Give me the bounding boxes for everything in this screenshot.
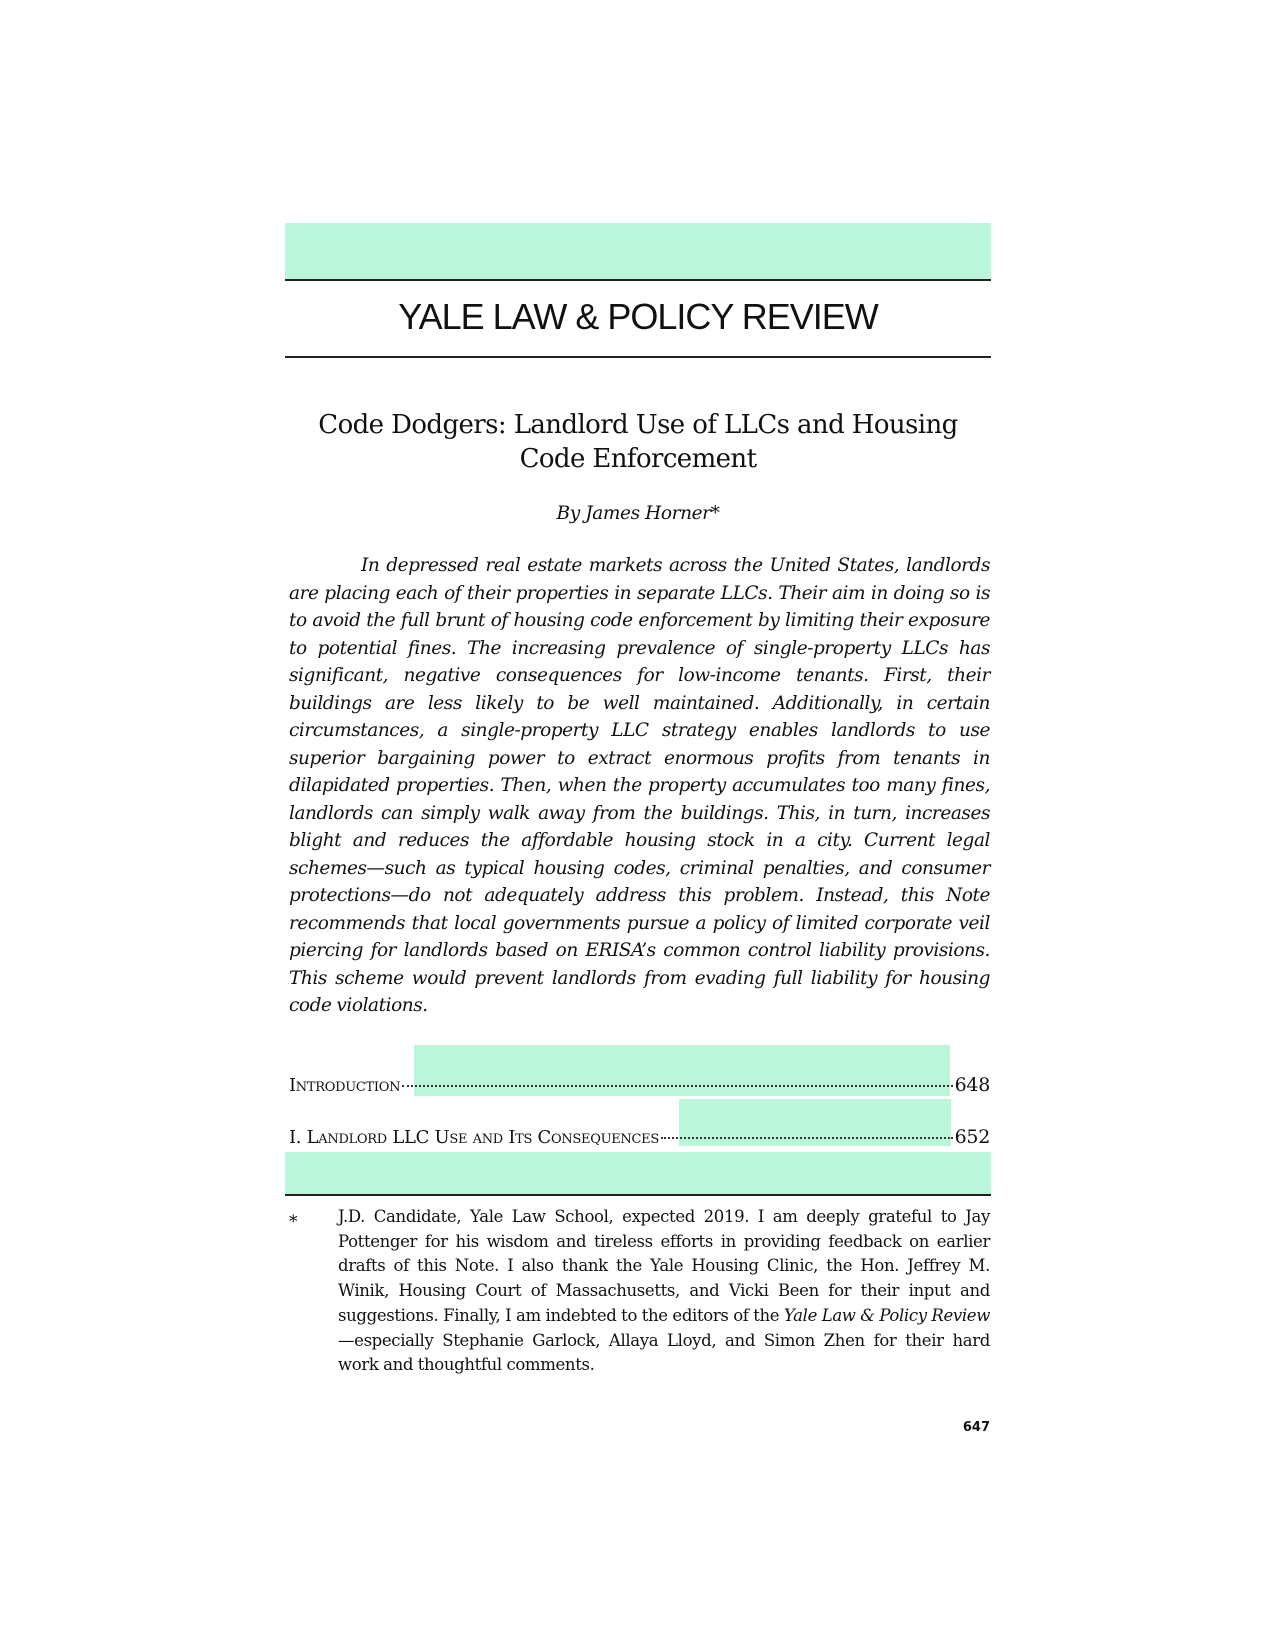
toc-entry-label: Introduction bbox=[289, 1075, 401, 1096]
toc-leader-dots bbox=[402, 1085, 952, 1087]
article-abstract: In depressed real estate markets across the United States, landlords are placing each of their properties in separate LLCs. Their aim in doing so is to avoid the full brunt of housing code enforcement by limiting their exposure to potential fines. The increasing prevalence of single-property LLCs has significant, negative consequences for low-income tenants. First, their buildings are less likely to be well maintained. Additionally, in certain circumstances, a single-property LLC strategy enables landlords to use superior bargaining power to extract enormous profits from tenants in dilapidated properties. Then, when the property accumulates too many fines, landlords can simply walk away from the buildings. This, in turn, increases blight and reduces the affordable housing stock in a city. Current legal schemes—such as typical housing codes, criminal penalties, and consumer protections—do not adequately address this problem. Instead, this Note recommends that local governments pursue a policy of limited corporate veil piercing for landlords based on ERISA’s common control liability provisions. This scheme would prevent landlords from evading full liability for housing code violations. bbox=[289, 555, 990, 1016]
article-title: Code Dodgers: Landlord Use of LLCs and Housing Code Enforcement bbox=[318, 410, 958, 474]
footnote-marker: * bbox=[289, 1212, 298, 1232]
page-number: 647 bbox=[962, 1420, 990, 1435]
toc-entry-label bbox=[289, 1127, 659, 1148]
toc-leader-dots bbox=[661, 1137, 953, 1139]
article-byline: By James Horner* bbox=[556, 503, 720, 524]
journal-title: YALE LAW & POLICY REVIEW bbox=[398, 296, 878, 337]
toc-entry bbox=[289, 1126, 990, 1150]
author-footnote bbox=[338, 1205, 990, 1378]
toc-entry-numeral: I. bbox=[289, 1127, 307, 1148]
masthead-top-rule bbox=[285, 279, 991, 281]
footnote-separator-highlight bbox=[285, 1152, 991, 1194]
toc-entry-page: 652 bbox=[954, 1126, 990, 1148]
masthead-bottom-rule bbox=[285, 356, 991, 358]
footnote-text-part: —especially Stephanie Garlock, Allaya Lloyd, and Simon Zhen for their hard work and thoughtful comments. bbox=[338, 1330, 990, 1375]
footnote-separator-rule bbox=[285, 1194, 991, 1196]
footnote-text-part: J.D. Candidate, Yale Law School, expected 2019. I am deeply grateful to Jay Pottenger for his wisdom and tireless efforts in providing feedback on earlier drafts of this Note. I also thank the Yale Housing Clinic, the Hon. Jeffrey M. Winik, Housing Court of Massachusetts, and Vicki Been for their input and suggestions. Finally, I am indebted to the editors of the bbox=[338, 1207, 990, 1325]
header-highlight-band bbox=[285, 223, 991, 279]
toc-entry-heading: Landlord LLC Use and Its Consequences bbox=[306, 1127, 659, 1148]
toc-entry-page: 648 bbox=[954, 1074, 990, 1096]
toc-entry bbox=[289, 1074, 990, 1098]
footnote-journal-name: Yale Law & Policy Review bbox=[783, 1305, 990, 1325]
